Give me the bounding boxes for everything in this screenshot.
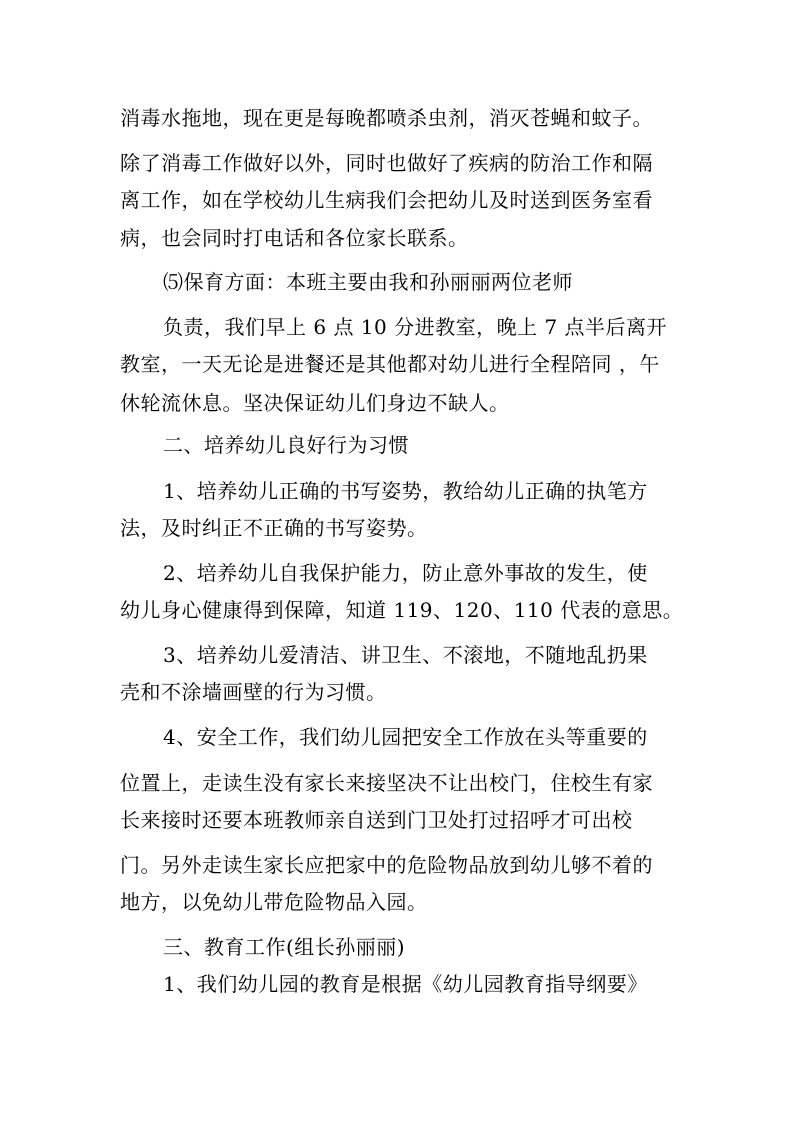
text-line: 教室，一天无论是进餐还是其他都对幼儿进行全程陪同 ，午 [120,352,660,376]
text-line: 位置上，走读生没有家长来接坚决不让出校门，住校生有家 [120,771,653,795]
text-line: 4、安全工作，我们幼儿园把安全工作放在头等重要的 [163,725,648,749]
text-line: 幼儿身心健康得到保障，知道 119、120、110 代表的意思。 [120,598,684,622]
text-line: 病，也会同时打电话和各位家长联系。 [120,226,469,250]
text-line: 门。另外走读生家长应把家中的危险物品放到幼儿够不着的 [120,853,653,877]
section-heading: 二、培养幼儿良好行为习惯 [163,433,409,457]
section-heading: 三、教育工作(组长孙丽丽) [163,935,406,959]
text-line: ⑸保育方面：本班主要由我和孙丽丽两位老师 [163,270,573,294]
text-line: 长来接时还要本班教师亲自送到门卫处打过招呼才可出校 [120,808,633,832]
text-line: 法，及时纠正不正确的书写姿势。 [120,516,428,540]
text-line: 离工作，如在学校幼儿生病我们会把幼儿及时送到医务室看 [120,188,653,212]
text-line: 除了消毒工作做好以外，同时也做好了疾病的防治工作和隔 [120,151,653,175]
text-line: 消毒水拖地，现在更是每晚都喷杀虫剂，消灭苍蝇和蚊子。 [120,106,653,130]
text-line: 3、培养幼儿爱清洁、讲卫生、不滚地，不随地乱扔果 [163,643,648,667]
text-line: 2、培养幼儿自我保护能力，防止意外事故的发生，使 [163,561,648,585]
text-line: 壳和不涂墙画壁的行为习惯。 [120,680,387,704]
text-line: 1、培养幼儿正确的书写姿势，教给幼儿正确的执笔方 [163,479,648,503]
text-line: 1、我们幼儿园的教育是根据《幼儿园教育指导纲要》 [163,972,648,996]
text-line: 地方，以免幼儿带危险物品入园。 [120,890,428,914]
text-line: 休轮流休息。坚决保证幼儿们身边不缺人。 [120,391,510,415]
text-line: 负责，我们早上 6 点 10 分进教室，晚上 7 点半后离开 [163,315,668,339]
